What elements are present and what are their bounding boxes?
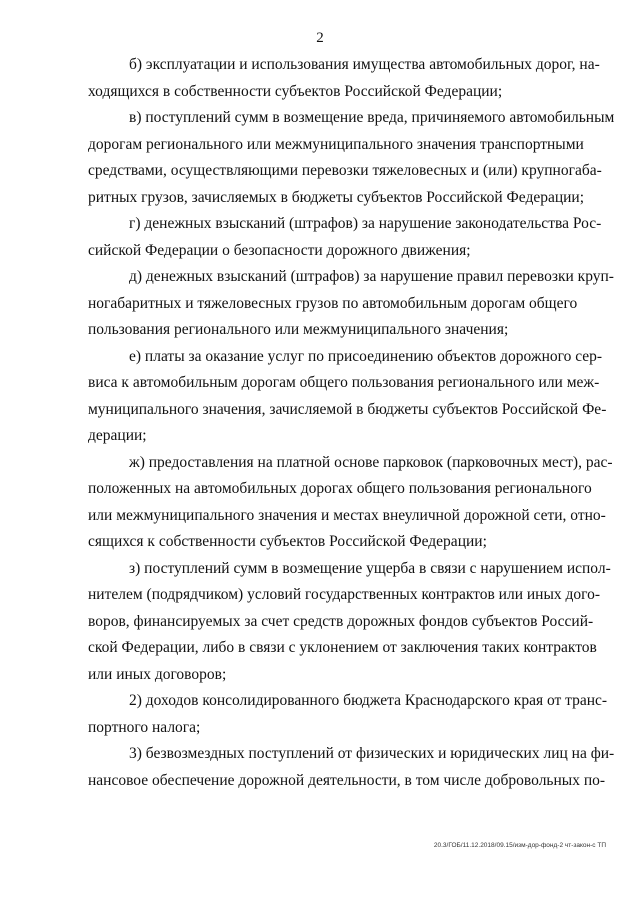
paragraph-line: дерации; (88, 427, 147, 444)
paragraph-b (88, 52, 600, 105)
paragraph-line: сийской Федерации о безопасности дорожного движения; (88, 241, 471, 259)
paragraph-line: пользования регионального или межмуниципального значения; (88, 321, 509, 338)
paragraph-line: г) денежных взысканий (штрафов) за нарушение законодательства Рос- (129, 215, 602, 232)
paragraph-e (88, 344, 607, 450)
paragraph-line: 3) безвозмездных поступлений от физических и юридических лиц на фи- (129, 745, 615, 762)
paragraph-line: е) платы за оказание услуг по присоединению объектов дорожного сер- (129, 347, 603, 365)
paragraph-line: нителем (подрядчиком) условий государственных контрактов или иных дого- (88, 586, 601, 603)
paragraph-g (88, 211, 602, 264)
paragraph-line: б) эксплуатации и использования имущества автомобильных дорог, на- (129, 56, 600, 73)
paragraph-d (88, 264, 614, 344)
paragraph-line: воров, финансируемых за счет средств дорожных фондов субъектов Россий- (88, 612, 594, 630)
paragraph-line: средствами, осуществляющими перевозки тяжеловесных и (или) крупногаба- (88, 162, 602, 179)
paragraph-zh (88, 450, 613, 556)
paragraph-line: ходящихся в собственности субъектов Российской Федерации; (88, 82, 503, 100)
paragraph-line: ж) предоставления на платной основе парковок (парковочных мест), рас- (129, 453, 613, 471)
paragraph-line: д) денежных взысканий (штрафов) за нарушение правил перевозки круп- (129, 268, 614, 285)
paragraph-line: сящихся к собственности субъектов Российской Федерации; (88, 533, 487, 550)
paragraph-v (88, 105, 615, 211)
paragraph-p3 (88, 741, 615, 794)
paragraph-line: нансовое обеспечение дорожной деятельности, в том числе добровольных по- (88, 771, 606, 789)
paragraph-line: или межмуниципального значения и местах внеуличной дорожной сети, отно- (88, 506, 606, 524)
paragraph-line: положенных на автомобильных дорогах общего пользования регионального (88, 480, 592, 497)
paragraph-line: ногабаритных и тяжеловесных грузов по автомобильным дорогам общего (88, 294, 578, 312)
paragraph-line: портного налога; (88, 718, 201, 736)
paragraph-line: виса к автомобильным дорогам общего пользования регионального или меж- (88, 374, 600, 391)
paragraph-line: дорогам регионального или межмуниципального значения транспортными (88, 135, 584, 153)
paragraph-z (88, 556, 611, 689)
paragraph-line: муниципального значения, зачисляемой в бюджеты субъектов Российской Фе- (88, 400, 607, 418)
paragraph-line: 2) доходов консолидированного бюджета Краснодарского края от транс- (129, 692, 608, 709)
page-number: 2 (316, 30, 324, 46)
paragraph-line: з) поступлений сумм в возмещение ущерба в связи с нарушением испол- (129, 559, 611, 577)
paragraph-p2 (88, 688, 608, 741)
paragraph-line: в) поступлений сумм в возмещение вреда, причиняемого автомобильным (129, 109, 615, 126)
paragraph-line: ритных грузов, зачисляемых в бюджеты субъектов Российской Федерации; (88, 188, 585, 206)
paragraph-line: или иных договоров; (88, 665, 227, 683)
footer-document-code: 20.3/ГОБ/11.12.2018/09.15/изм-дор-фонд-2 чт-закон-с ТП (433, 842, 606, 849)
paragraph-line: ской Федерации, либо в связи с уклонением от заключения таких контрактов (88, 639, 597, 656)
document-body (88, 52, 615, 794)
